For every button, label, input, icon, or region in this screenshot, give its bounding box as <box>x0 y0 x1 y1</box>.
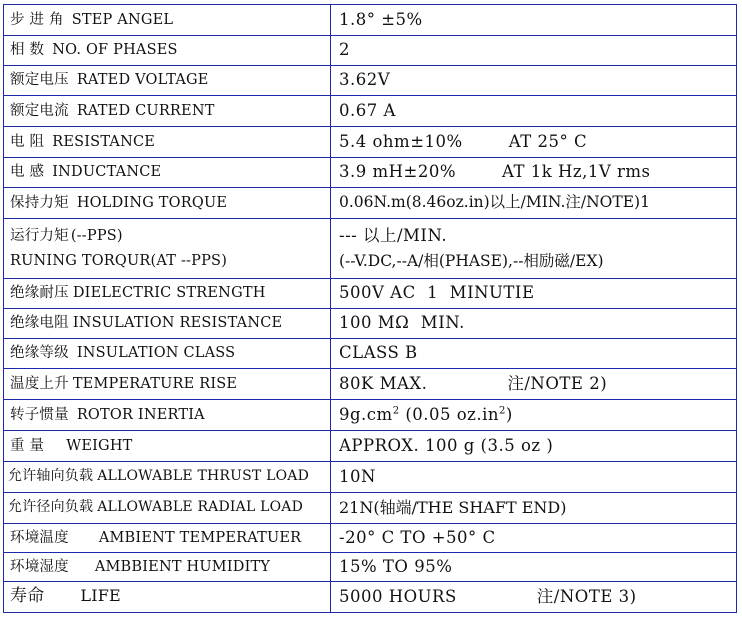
table-row <box>4 309 737 339</box>
spec-value-dielectric-strength: 500V AC 1 MINUTIE <box>331 279 737 309</box>
spec-label-weight: 重 量 WEIGHT <box>4 431 331 462</box>
spec-label-rotor-inertia: 转子惯量 ROTOR INERTIA <box>4 400 331 431</box>
spec-value-running-torque: --- 以上/MIN. (--V.DC,--A/相(PHASE),--相励磁/EX) <box>331 219 737 279</box>
table-row <box>4 339 737 369</box>
table-row <box>4 158 737 188</box>
spec-value-insulation-resistance: 100 MΩ MIN. <box>331 309 737 339</box>
table-row <box>4 5 737 36</box>
table-row <box>4 524 737 553</box>
spec-value-inductance: 3.9 mH±20% AT 1k Hz,1V rms <box>331 158 737 188</box>
table-row <box>4 431 737 462</box>
spec-value-insulation-class: CLASS B <box>331 339 737 369</box>
spec-value-ambient-temperature: -20° C TO +50° C <box>331 524 737 553</box>
table-row <box>4 127 737 158</box>
spec-label-rated-current: 额定电流 RATED CURRENT <box>4 96 331 127</box>
spec-value-holding-torque: 0.06N.m(8.46oz.in)以上/MIN.注/NOTE)1 <box>331 188 737 219</box>
spec-label-insulation-resistance: 绝缘电阻 INSULATION RESISTANCE <box>4 309 331 339</box>
spec-label-dielectric-strength: 绝缘耐压 DIELECTRIC STRENGTH <box>4 279 331 309</box>
table-row <box>4 36 737 66</box>
table-row <box>4 462 737 493</box>
spec-value-temperature-rise: 80K MAX. 注/NOTE 2) <box>331 369 737 400</box>
spec-value-phases: 2 <box>331 36 737 66</box>
table-row <box>4 582 737 613</box>
spec-label-axial-load: 允许轴向负载 ALLOWABLE THRUST LOAD <box>4 462 331 493</box>
motor-spec-table <box>3 4 737 613</box>
spec-label-step-angle: 步 进 角 STEP ANGEL <box>4 5 331 36</box>
spec-label-ambient-temperature: 环境温度 AMBIENT TEMPERATUER <box>4 524 331 553</box>
spec-value-step-angle: 1.8° ±5% <box>331 5 737 36</box>
spec-value-weight: APPROX. 100 g (3.5 oz ) <box>331 431 737 462</box>
spec-label-life: 寿命 LIFE <box>4 582 331 613</box>
spec-value-resistance: 5.4 ohm±10% AT 25° C <box>331 127 737 158</box>
table-row <box>4 369 737 400</box>
table-row <box>4 66 737 96</box>
table-row <box>4 553 737 582</box>
table-row <box>4 493 737 524</box>
table-row <box>4 188 737 219</box>
table-row <box>4 96 737 127</box>
spec-label-holding-torque: 保持力矩 HOLDING TORQUE <box>4 188 331 219</box>
spec-value-radial-load: 21N(轴端/THE SHAFT END) <box>331 493 737 524</box>
spec-label-temperature-rise: 温度上升 TEMPERATURE RISE <box>4 369 331 400</box>
table-row <box>4 219 737 279</box>
spec-label-inductance: 电 感 INDUCTANCE <box>4 158 331 188</box>
spec-label-resistance: 电 阻 RESISTANCE <box>4 127 331 158</box>
table-row <box>4 279 737 309</box>
spec-value-rotor-inertia: $9g.cm^2$ (0.05 $oz.in^2$) <box>331 400 737 431</box>
spec-label-running-torque: 运行力矩 (--PPS) RUNING TORQUR(AT --PPS) <box>4 219 331 279</box>
spec-value-axial-load: 10N <box>331 462 737 493</box>
spec-label-ambient-humidity: 环境湿度 AMBBIENT HUMIDITY <box>4 553 331 582</box>
spec-label-insulation-class: 绝缘等级 INSULATION CLASS <box>4 339 331 369</box>
table-row <box>4 400 737 431</box>
spec-label-rated-voltage: 额定电压 RATED VOLTAGE <box>4 66 331 96</box>
spec-value-rated-current: 0.67 A <box>331 96 737 127</box>
spec-label-phases: 相 数 NO. OF PHASES <box>4 36 331 66</box>
spec-value-rated-voltage: 3.62V <box>331 66 737 96</box>
spec-value-ambient-humidity: 15% TO 95% <box>331 553 737 582</box>
spec-value-life: 5000 HOURS 注/NOTE 3) <box>331 582 737 613</box>
spec-label-radial-load: 允许径向负载 ALLOWABLE RADIAL LOAD <box>4 493 331 524</box>
